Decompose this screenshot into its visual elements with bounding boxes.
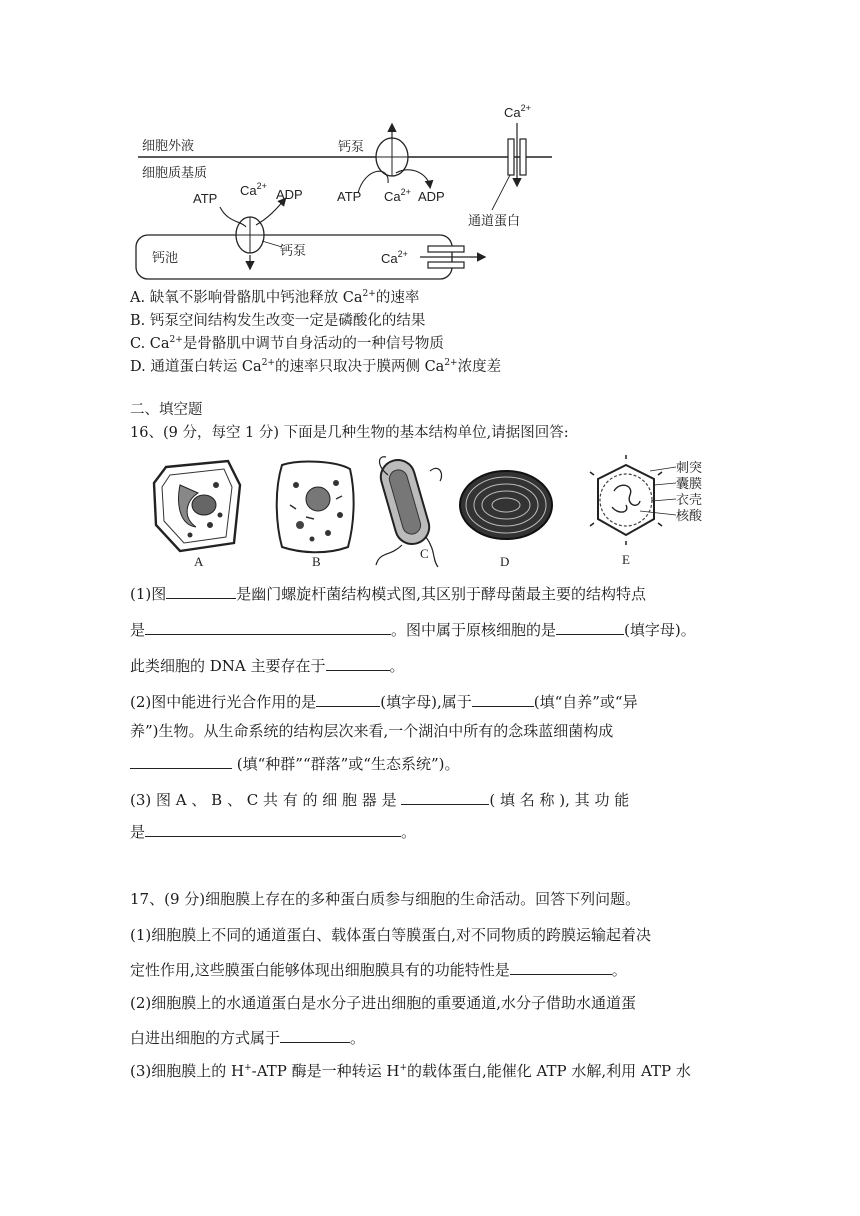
answer-blank[interactable] (130, 752, 232, 769)
ca-label-pool: $Ca^{2+}$ (381, 249, 408, 266)
q17-part1-line2: 定性作用,这些膜蛋白能够体现出细胞膜具有的功能特性是 。 (130, 958, 627, 980)
answer-blank[interactable] (401, 788, 489, 805)
q16-part3-line1: (3) 图 A 、 B 、 C 共 有 的 细 胞 器 是 ( 填 名 称 ), 其 功 能 (130, 788, 629, 810)
virus-spike-label: 刺突 (676, 460, 703, 475)
q16-part1-line1: (1)图 是幽门螺旋杆菌结构模式图,其区别于酵母菌最主要的结构特点 (130, 582, 646, 604)
extracellular-label: 细胞外液 (142, 138, 195, 153)
figure-label-e: E (622, 552, 630, 567)
q17-part2-line2: 白进出细胞的方式属于 。 (130, 1026, 365, 1048)
q17-part3-line1: (3)细胞膜上的 H+-ATP 酶是一种转运 H+的载体蛋白,能催化 ATP 水解,利用 ATP 水 (130, 1062, 691, 1080)
virus-nucleic-acid-label: 核酸 (676, 508, 703, 523)
ca-label-channel: $Ca^{2+}$ (504, 103, 531, 120)
section-title: 二、填空题 (130, 402, 203, 418)
answer-blank[interactable] (145, 618, 391, 635)
answer-blank[interactable] (510, 958, 612, 975)
answer-blank[interactable] (472, 690, 534, 707)
cell-structures-figure (140, 455, 720, 573)
virus-capsid-label: 衣壳 (676, 492, 703, 507)
option-a: A. 缺氧不影响骨骼肌中钙池释放 $Ca^{2+}$的速率 (130, 289, 420, 306)
q17-header: 17、(9 分)细胞膜上存在的多种蛋白质参与细胞的生命活动。回答下列问题。 (130, 890, 641, 908)
q16-header: 16、(9 分，每空 1 分) 下面是几种生物的基本结构单位,请据图回答: (130, 425, 569, 441)
pool-label: 钙池 (152, 250, 179, 265)
answer-blank[interactable] (145, 820, 401, 837)
q16-part2-line3: (填“种群”“群落”或“生态系统”)。 (130, 752, 459, 774)
q16-part2-line2: 养”)生物。从生命系统的结构层次来看,一个湖泊中所有的念珠蓝细菌构成 (130, 722, 614, 740)
plant-cell-a (154, 461, 240, 551)
answer-blank[interactable] (326, 654, 390, 671)
figure-label-d: D (500, 554, 510, 569)
atp-label-inner: ATP (193, 191, 218, 206)
ca-label-inner: $Ca^{2+}$ (240, 181, 267, 198)
option-b: B. 钙泵空间结构发生改变一定是磷酸化的结果 (130, 313, 426, 329)
pump-inner-label: 钙泵 (280, 243, 307, 258)
option-c: C. $Ca^{2+}$是骨骼肌中调节自身活动的一种信号物质 (130, 335, 444, 352)
animal-cell-b (277, 462, 354, 553)
q16-part1-line3: 此类细胞的 DNA 主要存在于 。 (130, 654, 405, 676)
q16-part2-line1: (2)图中能进行光合作用的是 (填字母),属于 (填“自养”或“异 (130, 690, 638, 712)
channel-label: 通道蛋白 (468, 213, 521, 228)
figure-label-b: B (312, 554, 321, 569)
channel-protein (508, 139, 514, 175)
answer-blank[interactable] (166, 582, 236, 599)
q17-part1-line1: (1)细胞膜上不同的通道蛋白、载体蛋白等膜蛋白,对不同物质的跨膜运输起着决 (130, 926, 652, 944)
figure-label-a: A (194, 554, 204, 569)
answer-blank[interactable] (280, 1026, 350, 1043)
q17-part2-line1: (2)细胞膜上的水通道蛋白是水分子进出细胞的重要通道,水分子借助水通道蛋 (130, 994, 637, 1012)
answer-blank[interactable] (316, 690, 380, 707)
cyanobacterium-d (460, 471, 552, 539)
calcium-transport-diagram (120, 95, 570, 290)
answer-blank[interactable] (556, 618, 624, 635)
q16-part3-line2: 是 。 (130, 820, 416, 842)
cytoplasm-label: 细胞质基质 (142, 165, 208, 180)
ca-label-top: $Ca^{2+}$ (384, 187, 411, 204)
q16-part1-line2: 是 。图中属于原核细胞的是 (填字母)。 (130, 618, 696, 640)
virus-e (590, 455, 676, 545)
pool-channel (428, 246, 464, 252)
bacterium-c (376, 456, 442, 567)
atp-label-top: ATP (337, 189, 362, 204)
figure-label-c: C (420, 546, 429, 561)
adp-label-top: ADP (418, 189, 445, 204)
adp-label-inner: ADP (276, 187, 303, 202)
pump-top-label: 钙泵 (338, 139, 365, 154)
option-d: D. 通道蛋白转运 $Ca^{2+}$的速率只取决于膜两侧 $Ca^{2+}$浓度差 (130, 358, 502, 375)
virus-envelope-label: 囊膜 (676, 476, 703, 491)
